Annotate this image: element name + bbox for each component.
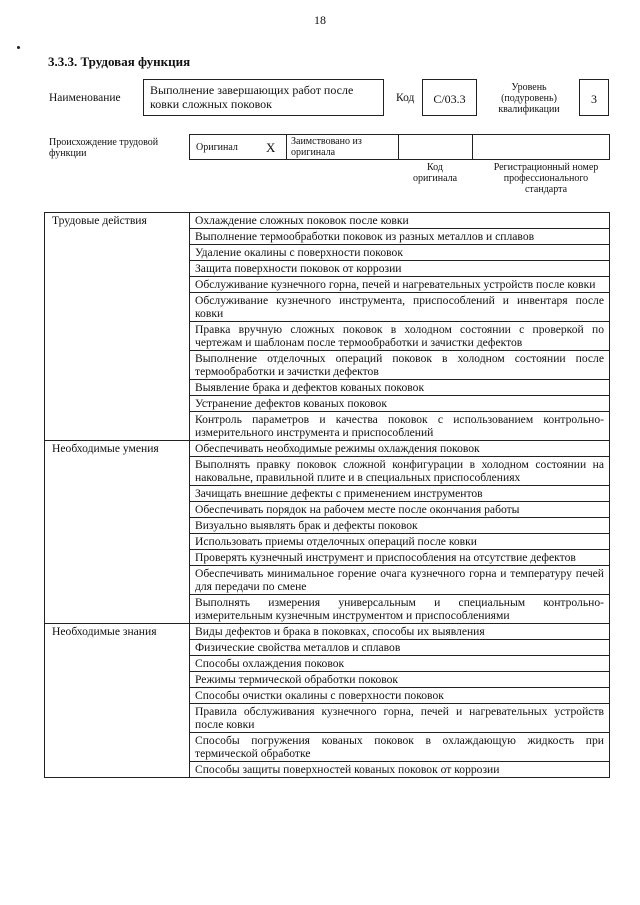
table-item: Режимы термической обработки поковок bbox=[190, 672, 610, 688]
table-item: Обслуживание кузнечного горна, печей и нагревательных устройств после ковки bbox=[190, 277, 610, 293]
table-item: Использовать приемы отделочных операций после ковки bbox=[190, 534, 610, 550]
table-item: Проверять кузнечный инструмент и приспособления на отсутствие дефектов bbox=[190, 550, 610, 566]
code-label: Код bbox=[396, 92, 415, 104]
table-row bbox=[45, 441, 610, 457]
table-item: Физические свойства металлов и сплавов bbox=[190, 640, 610, 656]
table-item: Зачищать внешние дефекты с применением инструментов bbox=[190, 486, 610, 502]
origin-table bbox=[189, 134, 610, 160]
code-original-label: Код оригинала bbox=[412, 162, 458, 184]
table-item: Защита поверхности поковок от коррозии bbox=[190, 261, 610, 277]
table-item: Виды дефектов и брака в поковках, способы их выявления bbox=[190, 624, 610, 640]
origin-label: Происхождение трудовой функции bbox=[49, 137, 159, 159]
table-item: Правка вручную сложных поковок в холодном состоянии с проверкой по чертежам и шаблонам после термообработки и зачистки дефектов bbox=[190, 322, 610, 351]
section-title-cell bbox=[45, 441, 190, 624]
page-number: 18 bbox=[314, 13, 326, 27]
code-box bbox=[422, 79, 477, 116]
table-item: Выполнение отделочных операций поковок в холодном состоянии после термообработки и зачистки дефектов bbox=[190, 351, 610, 380]
original-mark: X bbox=[266, 140, 276, 155]
table-item: Выполнять правку поковок сложной конфигурации в холодном состоянии на наковальне, правильной плите и в специальных приспособлениях bbox=[190, 457, 610, 486]
function-name: Выполнение завершающих работ после ковки сложных поковок bbox=[150, 83, 354, 111]
labor-function-table bbox=[44, 212, 610, 778]
table-row bbox=[45, 213, 610, 229]
table-item: Выполнение термообработки поковок из разных металлов и сплавов bbox=[190, 229, 610, 245]
table-item: Обеспечивать минимальное горение очага кузнечного горна и температуру печей для передачи по смене bbox=[190, 566, 610, 595]
table-body bbox=[45, 213, 610, 778]
origin-divider-1 bbox=[286, 135, 287, 159]
table-item: Контроль параметров и качества поковок с использованием контрольно-измерительного инструмента и приспособлений bbox=[190, 412, 610, 441]
table-item: Визуально выявлять брак и дефекты поковок bbox=[190, 518, 610, 534]
table-row bbox=[45, 624, 610, 640]
code-value: C/03.3 bbox=[433, 92, 466, 106]
section-title: Необходимые знания bbox=[52, 625, 157, 638]
origin-divider-2 bbox=[398, 135, 399, 159]
table-item: Способы охлаждения поковок bbox=[190, 656, 610, 672]
table-item: Выявление брака и дефектов кованых поковок bbox=[190, 380, 610, 396]
table-item: Обеспечивать порядок на рабочем месте после окончания работы bbox=[190, 502, 610, 518]
table-item: Выполнять измерения универсальным и специальным контрольно-измерительным кузнечным инструментом и приспособлениями bbox=[190, 595, 610, 624]
level-label: Уровень (подуровень) квалификации bbox=[498, 82, 560, 115]
section-title-cell bbox=[45, 213, 190, 441]
table-item: Устранение дефектов кованых поковок bbox=[190, 396, 610, 412]
original-label: Оригинал bbox=[196, 142, 238, 153]
name-label: Наименование bbox=[49, 92, 121, 104]
table-item: Способы защиты поверхностей кованых поковок от коррозии bbox=[190, 762, 610, 778]
scan-mark bbox=[17, 46, 20, 49]
table-item: Охлаждение сложных поковок после ковки bbox=[190, 213, 610, 229]
borrowed-label: Заимствовано из оригинала bbox=[291, 136, 362, 158]
table-item: Обеспечивать необходимые режимы охлаждения поковок bbox=[190, 441, 610, 457]
function-name-box bbox=[143, 79, 384, 116]
section-heading: 3.3.3. Трудовая функция bbox=[48, 54, 191, 69]
origin-divider-3 bbox=[472, 135, 473, 159]
section-title-cell bbox=[45, 624, 190, 778]
table-item: Способы погружения кованых поковок в охлаждающую жидкость при термической обработке bbox=[190, 733, 610, 762]
reg-number-label: Регистрационный номер профессионального стандарта bbox=[493, 162, 599, 195]
table-item: Удаление окалины с поверхности поковок bbox=[190, 245, 610, 261]
level-value: 3 bbox=[591, 92, 597, 106]
section-title: Необходимые умения bbox=[52, 442, 159, 455]
section-title: Трудовые действия bbox=[52, 214, 147, 227]
table-item: Способы очистки окалины с поверхности поковок bbox=[190, 688, 610, 704]
table-item: Правила обслуживания кузнечного горна, печей и нагревательных устройств после ковки bbox=[190, 704, 610, 733]
level-box bbox=[579, 79, 609, 116]
table-item: Обслуживание кузнечного инструмента, приспособлений и инвентаря после ковки bbox=[190, 293, 610, 322]
